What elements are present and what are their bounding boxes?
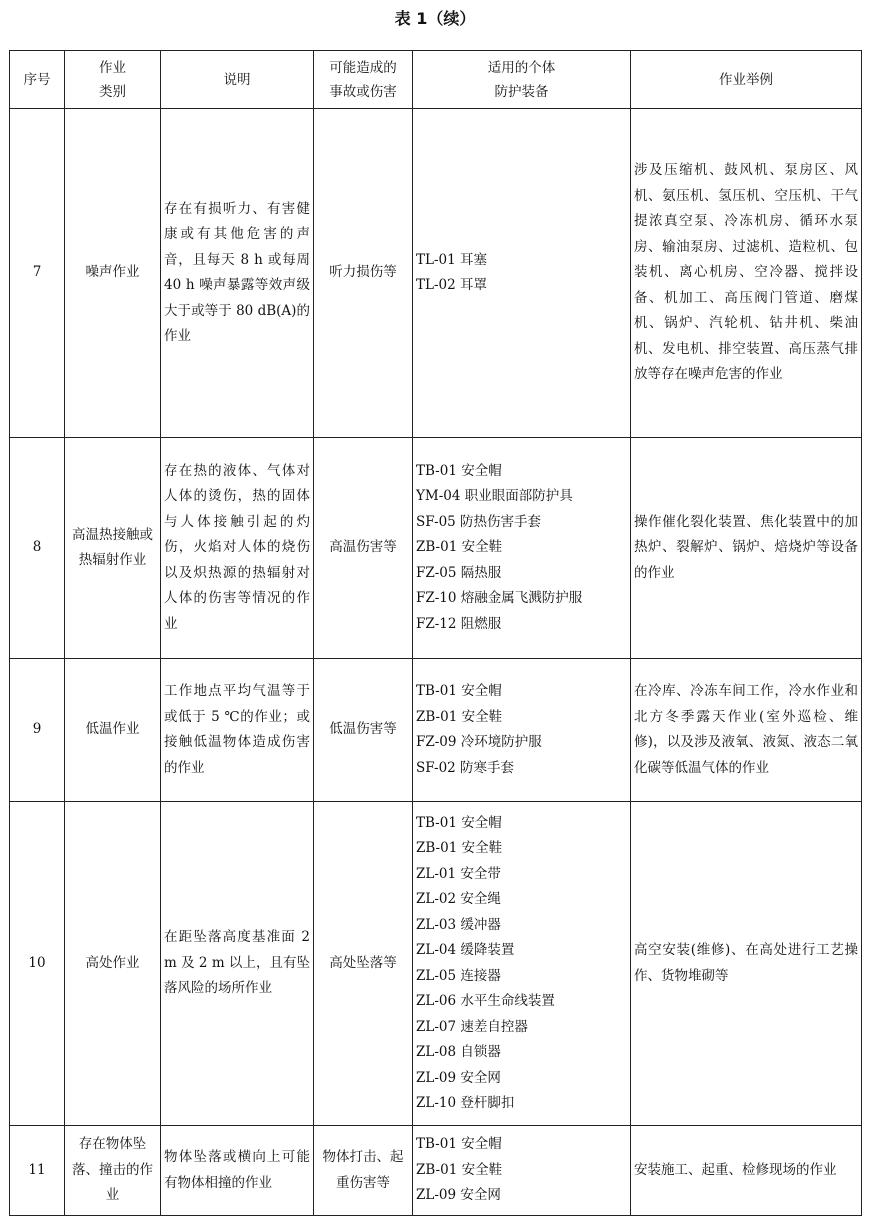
header-no: 序号	[10, 51, 65, 109]
table-row	[10, 109, 862, 438]
table-row	[10, 659, 862, 802]
header-hazard-line2: 事故或伤害	[329, 83, 397, 100]
row-hazard: 高处坠落等	[314, 802, 413, 1126]
row-category: 低温作业	[65, 659, 161, 802]
header-category-line1: 作业	[99, 59, 126, 76]
header-ppe-line1: 适用的个体	[487, 59, 556, 76]
ppe-item: ZL-05 连接器	[416, 967, 501, 984]
row-hazard: 低温伤害等	[314, 659, 413, 802]
row-hazard: 听力损伤等	[314, 109, 413, 438]
header-examples: 作业举例	[631, 51, 862, 109]
row-no: 9	[10, 659, 65, 802]
ppe-item: ZL-02 安全绳	[416, 891, 501, 907]
header-category	[65, 51, 161, 109]
row-ppe	[413, 802, 631, 1126]
ppe-item: ZL-01 安全带	[416, 865, 501, 882]
ppe-item: TB-01 安全帽	[416, 683, 502, 699]
ppe-item: FZ-09 冷环境防护服	[416, 734, 542, 750]
row-no: 11	[10, 1126, 65, 1216]
ppe-item: ZB-01 安全鞋	[416, 1161, 503, 1178]
table-row	[10, 802, 862, 1126]
ppe-item: ZB-01 安全鞋	[416, 708, 503, 725]
header-description: 说明	[161, 51, 314, 109]
header-ppe-line2: 防护装备	[494, 83, 549, 100]
row-category: 噪声作业	[65, 109, 161, 438]
ppe-item: SF-02 防寒手套	[416, 759, 515, 776]
table-row	[10, 1126, 862, 1216]
row-hazard: 高温伤害等	[314, 438, 413, 659]
row-ppe	[413, 438, 631, 659]
header-hazard	[314, 51, 413, 109]
ppe-item: TB-01 安全帽	[416, 462, 502, 479]
ppe-item: FZ-10 熔融金属飞溅防护服	[416, 590, 583, 607]
header-row	[10, 51, 862, 109]
table-row	[10, 438, 862, 659]
row-examples: 高空安装(维修)、在高处进行工艺操作、货物堆砌等	[631, 802, 862, 1126]
row-examples: 涉及压缩机、鼓风机、泵房区、风机、氨压机、氢压机、空压机、干气提浓真空泵、冷冻机房、循环水泵房、输油泵房、过滤机、造粒机、包装机、离心机房、空冷器、搅拌设备、机加工、高压阀门管道、磨煤机、锅炉、汽轮机、钻井机、柴油机、发电机、排空装置、高压蒸气排放等存在噪声危害的作业	[631, 109, 862, 438]
ppe-item: ZL-04 缓降装置	[416, 942, 515, 958]
ppe-item: ZL-03 缓冲器	[416, 916, 501, 933]
row-description: 在距坠落高度基准面 2 m 及 2 m 以上，且有坠落风险的场所作业	[161, 802, 314, 1126]
ppe-item: SF-05 防热伤害手套	[416, 513, 542, 530]
row-description: 存在热的液体、气体对人体的烫伤，热的固体与人体接触引起的灼伤，火焰对人体的烧伤以及炽热源的热辐射对人体的伤害等情况的作业	[161, 438, 314, 659]
ppe-item: TL-01 耳塞	[416, 251, 488, 268]
ppe-table	[9, 50, 862, 1216]
ppe-item: FZ-05 隔热服	[416, 564, 502, 581]
ppe-item: ZL-06 水平生命线装置	[416, 993, 555, 1009]
ppe-item: TB-01 安全帽	[416, 814, 502, 831]
ppe-item: YM-04 职业眼面部防护具	[416, 488, 573, 505]
row-category: 高处作业	[65, 802, 161, 1126]
row-no: 7	[10, 109, 65, 438]
row-description: 存在有损听力、有害健康或有其他危害的声音，且每天 8 h 或每周 40 h 噪声暴露等效声级大于或等于 80 dB(A)的作业	[161, 109, 314, 438]
row-ppe	[413, 659, 631, 802]
ppe-item: ZL-09 安全网	[416, 1187, 501, 1204]
ppe-item: ZL-10 登杆脚扣	[416, 1095, 515, 1111]
ppe-item: TB-01 安全帽	[416, 1136, 502, 1153]
row-description: 物体坠落或横向上可能有物体相撞的作业	[161, 1126, 314, 1216]
row-hazard: 物体打击、起重伤害等	[314, 1126, 413, 1216]
ppe-item: ZB-01 安全鞋	[416, 539, 503, 556]
ppe-item: ZL-07 速差自控器	[416, 1018, 528, 1035]
row-no: 8	[10, 438, 65, 659]
row-examples: 在冷库、冷冻车间工作，冷水作业和北方冬季露天作业(室外巡检、维修)，以及涉及液氧、液氮、液态二氧化碳等低温气体的作业	[631, 659, 862, 802]
ppe-item: TL-02 耳罩	[416, 277, 488, 293]
row-ppe	[413, 1126, 631, 1216]
row-no: 10	[10, 802, 65, 1126]
ppe-item: FZ-12 阻燃服	[416, 615, 502, 632]
row-description: 工作地点平均气温等于或低于 5 ℃的作业；或接触低温物体造成伤害的作业	[161, 659, 314, 802]
row-category: 高温热接触或热辐射作业	[65, 438, 161, 659]
header-ppe	[413, 51, 631, 109]
row-examples: 安装施工、起重、检修现场的作业	[631, 1126, 862, 1216]
row-category: 存在物体坠落、撞击的作业	[65, 1126, 161, 1216]
ppe-item: ZL-08 自锁器	[416, 1044, 501, 1060]
header-category-line2: 类别	[99, 83, 126, 100]
row-ppe	[413, 109, 631, 438]
header-hazard-line1: 可能造成的	[329, 59, 397, 76]
row-examples: 操作催化裂化装置、焦化装置中的加热炉、裂解炉、锅炉、焙烧炉等设备的作业	[631, 438, 862, 659]
table-caption: 表 1（续）	[394, 9, 476, 28]
ppe-item: ZL-09 安全网	[416, 1069, 501, 1086]
ppe-item: ZB-01 安全鞋	[416, 840, 503, 856]
